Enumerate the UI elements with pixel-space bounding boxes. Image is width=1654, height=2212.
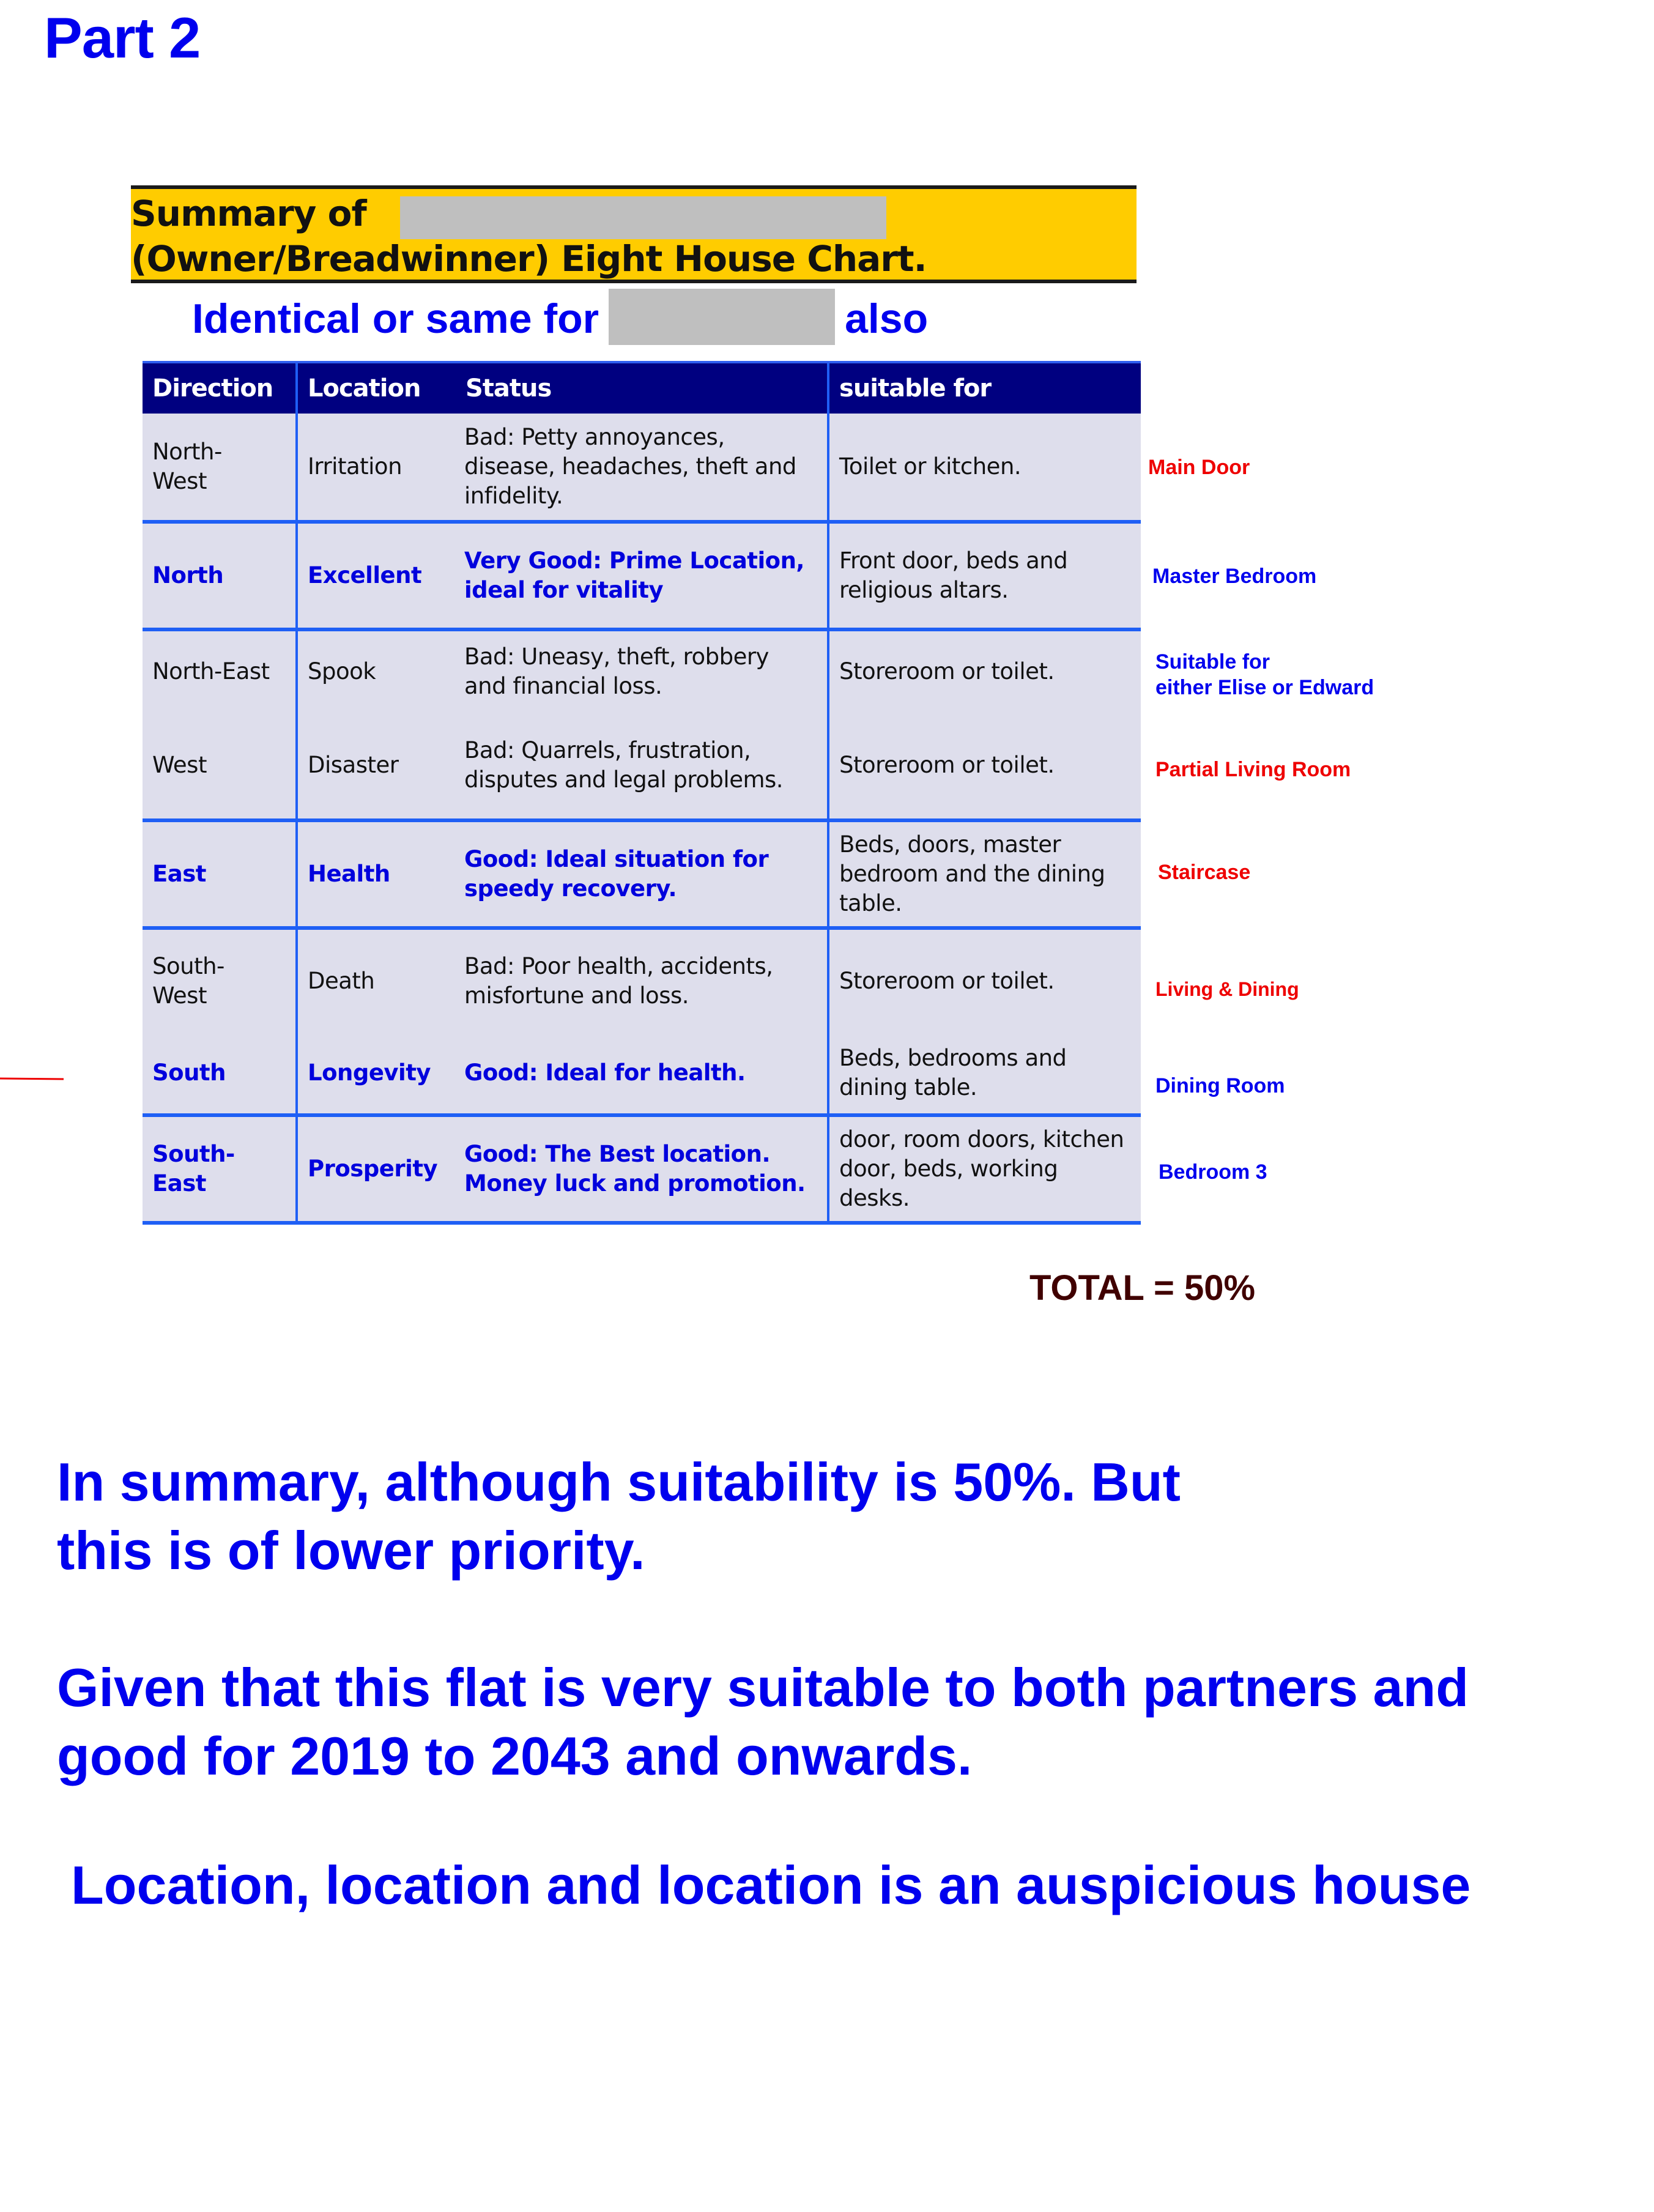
table-row	[143, 1115, 1141, 1223]
cell-location: Longevity	[297, 1032, 451, 1115]
direction-part: South-	[152, 952, 224, 979]
eight-house-table	[143, 361, 1141, 1225]
direction-part: South-	[152, 1141, 235, 1167]
note-line: Suitable for	[1155, 650, 1270, 674]
cell-location: Prosperity	[297, 1115, 451, 1223]
summary-paragraph-1	[57, 1448, 1181, 1585]
banner-line-1: Summary of	[131, 193, 366, 234]
cell-status: Good: The Best location. Money luck and promotion.	[451, 1115, 828, 1223]
table-header-row	[143, 362, 1141, 414]
note-partial-living-room: Partial Living Room	[1155, 758, 1351, 781]
summary-paragraph-2	[57, 1653, 1469, 1791]
redacted-name-box	[609, 289, 835, 345]
header-direction: Direction	[143, 362, 297, 414]
cell-status: Bad: Petty annoyances, disease, headaches, theft and infidelity.	[451, 414, 828, 522]
cell-status: Very Good: Prime Location, ideal for vitality	[451, 522, 828, 629]
header-location	[297, 362, 828, 414]
cell-suitable-for: Beds, doors, master bedroom and the dining table.	[828, 820, 1141, 928]
red-annotation-line	[0, 1077, 64, 1080]
cell-location: Spook	[297, 629, 451, 712]
cell-status: Bad: Uneasy, theft, robbery and financial loss.	[451, 629, 828, 712]
cell-suitable-for: door, room doors, kitchen door, beds, working desks.	[828, 1115, 1141, 1223]
cell-location: Death	[297, 928, 451, 1032]
header-suitable-for: suitable for	[828, 362, 1141, 414]
cell-direction	[143, 1115, 297, 1223]
note-line: either Elise or Edward	[1155, 676, 1374, 699]
chart-title-banner	[131, 185, 1137, 283]
subtitle-prefix: Identical or same for	[192, 295, 599, 342]
subtitle	[192, 294, 928, 349]
cell-location: Disaster	[297, 712, 451, 820]
header-status: Status	[465, 374, 552, 403]
cell-location: Irritation	[297, 414, 451, 522]
cell-direction: North	[143, 522, 297, 629]
cell-status: Bad: Quarrels, frustration, disputes and legal problems.	[451, 712, 828, 820]
table-row	[143, 522, 1141, 629]
cell-status: Bad: Poor health, accidents, misfortune and loss.	[451, 928, 828, 1032]
banner-line-2: (Owner/Breadwinner) Eight House Chart.	[131, 238, 927, 280]
summary-line: Given that this flat is very suitable to both partners and	[57, 1657, 1469, 1718]
cell-status: Good: Ideal for health.	[451, 1032, 828, 1115]
cell-direction: North-East	[143, 629, 297, 712]
table-row	[143, 1032, 1141, 1115]
cell-location: Health	[297, 820, 451, 928]
direction-part: East	[152, 1170, 206, 1197]
summary-paragraph-3: Location, location and location is an auspicious house	[71, 1855, 1471, 1915]
cell-location: Excellent	[297, 522, 451, 629]
table-row	[143, 712, 1141, 820]
summary-line: this is of lower priority.	[57, 1520, 645, 1581]
cell-suitable-for: Storeroom or toilet.	[828, 712, 1141, 820]
direction-part: North-	[152, 439, 222, 465]
redacted-name-box	[400, 196, 886, 239]
note-either-elise-or-edward	[1155, 649, 1374, 700]
cell-suitable-for: Storeroom or toilet.	[828, 629, 1141, 712]
summary-line: good for 2019 to 2043 and onwards.	[57, 1726, 973, 1786]
direction-part: West	[152, 468, 207, 494]
note-bedroom-3: Bedroom 3	[1159, 1160, 1267, 1184]
cell-direction: South	[143, 1032, 297, 1115]
subtitle-suffix: also	[845, 295, 929, 342]
cell-direction: East	[143, 820, 297, 928]
cell-suitable-for: Front door, beds and religious altars.	[828, 522, 1141, 629]
table-row	[143, 928, 1141, 1032]
cell-suitable-for: Toilet or kitchen.	[828, 414, 1141, 522]
header-location-label: Location	[308, 374, 421, 403]
cell-direction: West	[143, 712, 297, 820]
table-row	[143, 414, 1141, 522]
note-living-dining: Living & Dining	[1155, 978, 1299, 1000]
table-row	[143, 629, 1141, 712]
note-staircase: Staircase	[1158, 861, 1251, 884]
cell-direction	[143, 928, 297, 1032]
summary-line: In summary, although suitability is 50%. But	[57, 1452, 1181, 1512]
cell-suitable-for: Storeroom or toilet.	[828, 928, 1141, 1032]
table-row	[143, 820, 1141, 928]
note-master-bedroom: Master Bedroom	[1152, 565, 1317, 588]
cell-status: Good: Ideal situation for speedy recovery.	[451, 820, 828, 928]
direction-part: West	[152, 982, 207, 1009]
note-dining-room: Dining Room	[1155, 1074, 1285, 1097]
total-score: TOTAL = 50%	[1029, 1268, 1256, 1308]
part-title: Part 2	[44, 6, 201, 70]
cell-direction	[143, 414, 297, 522]
cell-suitable-for: Beds, bedrooms and dining table.	[828, 1032, 1141, 1115]
note-main-door: Main Door	[1148, 456, 1250, 479]
